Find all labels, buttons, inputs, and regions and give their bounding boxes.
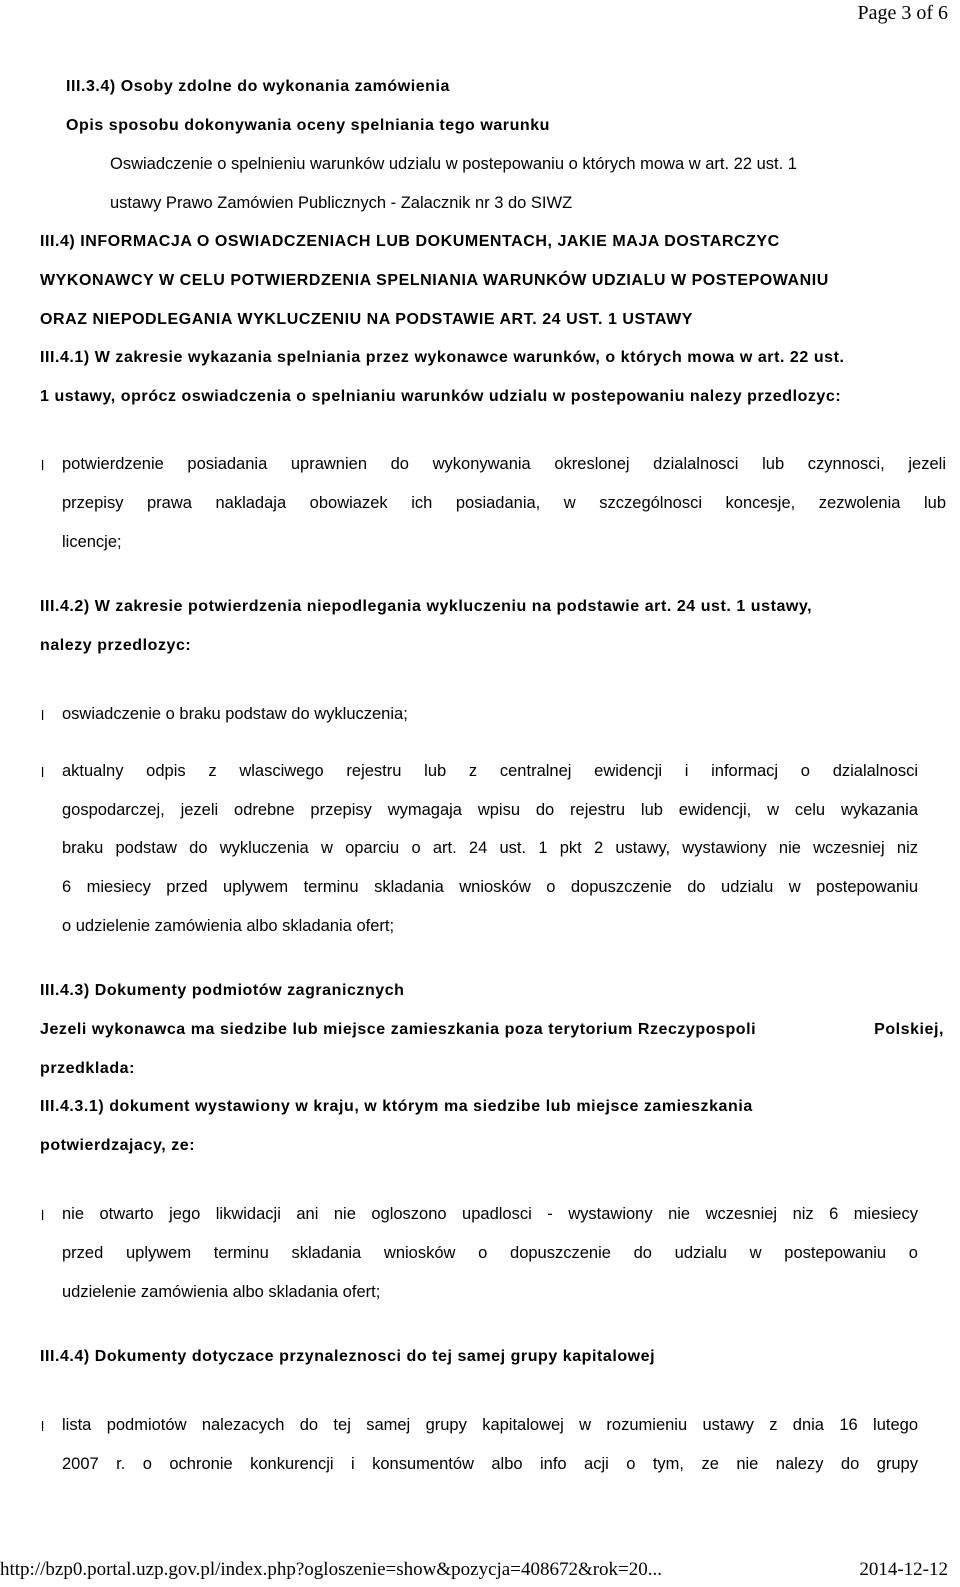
section-4-3-heading: III.4.3) Dokumenty podmiotów zagranicznych (40, 982, 405, 999)
list-item-line: przepisy prawa nakladaja obowiazek ich posiadania, w szczególnosci koncesje, zezwolenia lub (62, 494, 946, 512)
list-bullet: l (41, 457, 45, 473)
section-4-3-text-line2: przedklada: (40, 1060, 135, 1077)
list-item-line: lista podmiotów nalezacych do tej samej grupy kapitalowej w rozumieniu ustawy z dnia 16 lutego (62, 1416, 918, 1434)
footer-url: http://bzp0.portal.uzp.gov.pl/index.php?ogloszenie=show&pozycja=408672&rok=20... (0, 1559, 663, 1580)
list-item-line: nie otwarto jego likwidacji ani nie ogloszono upadlosci - wystawiony nie wczesniej niz 6 miesiecy (62, 1205, 918, 1223)
list-item-line: o udzielenie zamówienia albo skladania ofert; (62, 917, 395, 935)
list-item-line: 2007 r. o ochronie konkurencji i konsumentów albo info acji o tym, ze nie nalezy do grupy (62, 1455, 918, 1473)
section-3-4-text-line2: ustawy Prawo Zamówien Publicznych - Zalacznik nr 3 do SIWZ (110, 194, 573, 212)
section-3-4-text-line1: Oswiadczenie o spelnieniu warunków udzialu w postepowaniu o których mowa w art. 22 ust. 1 (110, 155, 797, 173)
list-bullet: l (41, 1418, 45, 1434)
section-3-4-heading: III.3.4) Osoby zdolne do wykonania zamówienia (66, 78, 450, 95)
list-item-line: 6 miesiecy przed uplywem terminu skladania wniosków o dopuszczenie do udzialu w postepowaniu (62, 878, 918, 896)
section-4-1-heading-line1: III.4.1) W zakresie wykazania spelniania przez wykonawce warunków, o których mowa w art. 22 ust. (40, 349, 845, 366)
section-4-heading-line3: ORAZ NIEPODLEGANIA WYKLUCZENIU NA PODSTAWIE ART. 24 UST. 1 USTAWY (40, 311, 693, 328)
list-item-line: potwierdzenie posiadania uprawnien do wykonywania okreslonej dzialalnosci lub czynnosci, jezeli (62, 455, 946, 473)
section-3-4-method-heading: Opis sposobu dokonywania oceny spelniania tego warunku (66, 117, 551, 134)
list-bullet: l (41, 1207, 45, 1223)
section-4-2-heading-line2: nalezy przedlozyc: (40, 637, 192, 654)
page-number-label: Page 3 of 6 (857, 2, 948, 24)
list-item-line: licencje; (62, 533, 122, 551)
list-item-line: przed uplywem terminu skladania wniosków o dopuszczenie do udzialu w postepowaniu o (62, 1244, 918, 1262)
section-4-1-heading-line2: 1 ustawy, oprócz oswiadczenia o spelnianiu warunków udzialu w postepowaniu nalezy przedlozyc: (40, 388, 842, 405)
section-4-3-1-heading-line2: potwierdzajacy, ze: (40, 1137, 196, 1154)
section-4-2-heading-line1: III.4.2) W zakresie potwierdzenia niepodlegania wykluczeniu na podstawie art. 24 ust. 1 ustawy, (40, 598, 813, 615)
section-4-3-text-line1-end: Polskiej, (874, 1021, 944, 1038)
list-item-line: oswiadczenie o braku podstaw do wykluczenia; (62, 705, 408, 723)
section-4-heading-line1: III.4) INFORMACJA O OSWIADCZENIACH LUB DOKUMENTACH, JAKIE MAJA DOSTARCZYC (40, 233, 780, 250)
list-bullet: l (41, 707, 45, 723)
section-4-heading-line2: WYKONAWCY W CELU POTWIERDZENIA SPELNIANIA WARUNKÓW UDZIALU W POSTEPOWANIU (40, 272, 829, 289)
section-4-3-1-heading-line1: III.4.3.1) dokument wystawiony w kraju, w którym ma siedzibe lub miejsce zamieszkania (40, 1098, 753, 1115)
list-item-line: aktualny odpis z wlasciwego rejestru lub z centralnej ewidencji i informacj o dzialalnosci (62, 762, 918, 780)
list-item-line: braku podstaw do wykluczenia w oparciu o art. 24 ust. 1 pkt 2 ustawy, wystawiony nie wczesniej niz (62, 839, 918, 857)
section-4-4-heading: III.4.4) Dokumenty dotyczace przynaleznosci do tej samej grupy kapitalowej (40, 1348, 656, 1365)
footer-date: 2014-12-12 (859, 1559, 948, 1580)
list-bullet: l (41, 764, 45, 780)
list-item-line: udzielenie zamówienia albo skladania ofert; (62, 1283, 381, 1301)
section-4-3-text-line1: Jezeli wykonawca ma siedzibe lub miejsce zamieszkania poza terytorium Rzeczypospoli (40, 1021, 757, 1038)
list-item-line: gospodarczej, jezeli odrebne przepisy wymagaja wpisu do rejestru lub ewidencji, w celu wykazania (62, 801, 918, 819)
